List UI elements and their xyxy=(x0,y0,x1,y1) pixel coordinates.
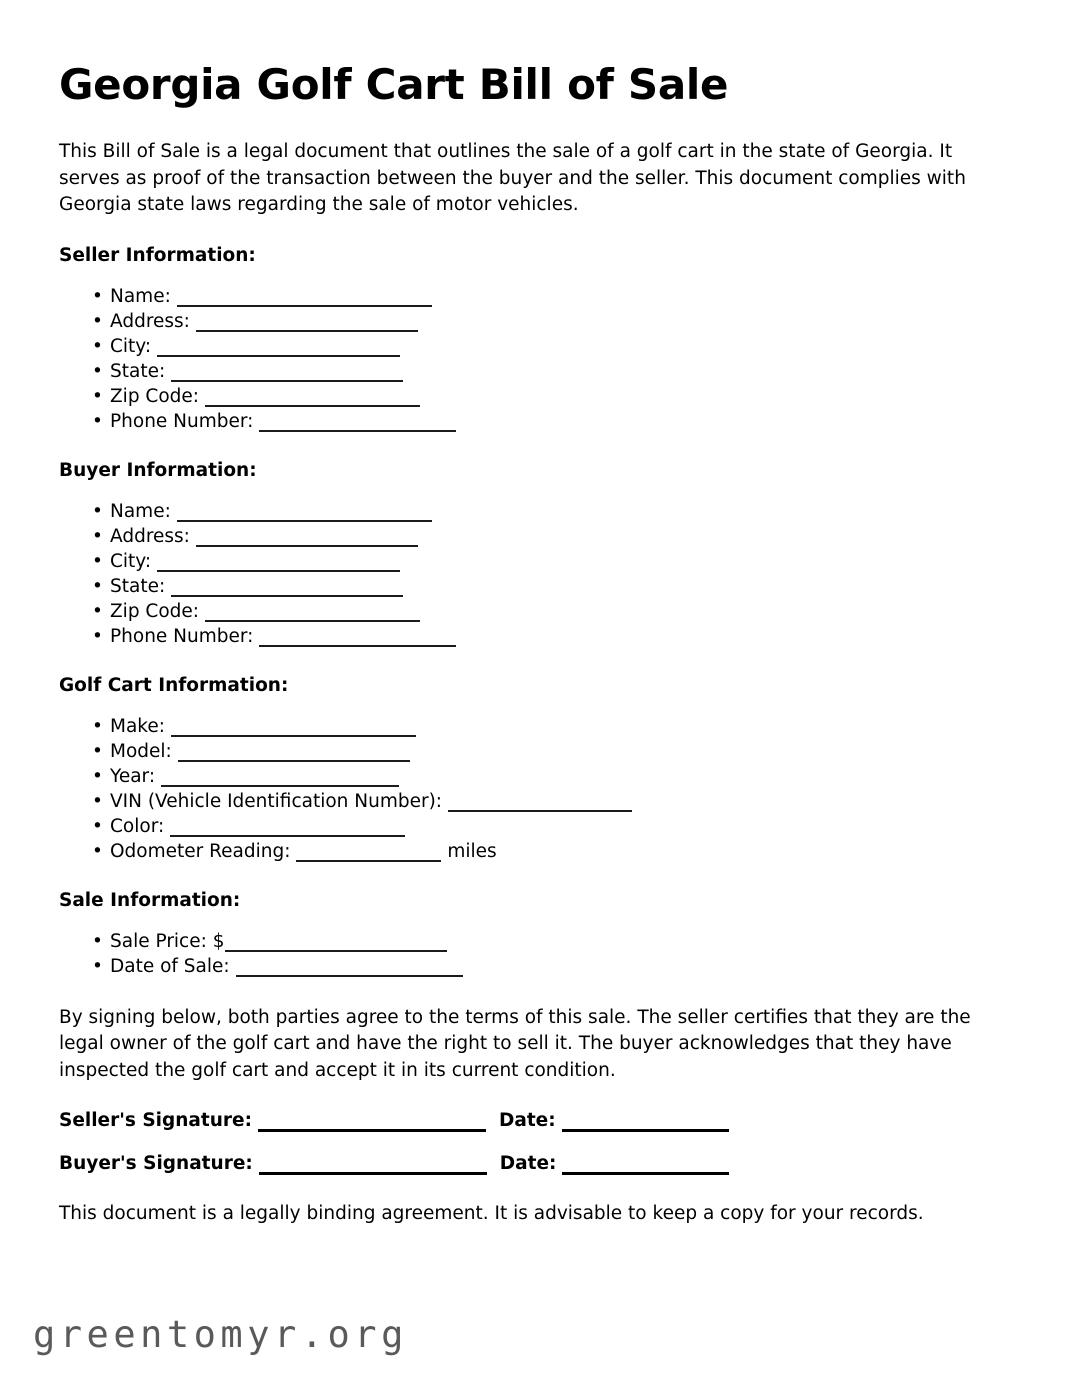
field-label: Zip Code: xyxy=(110,600,200,622)
field-row xyxy=(59,499,1017,524)
golf-cart-field-list xyxy=(59,714,1017,864)
signature-block xyxy=(59,1110,1017,1175)
field-blank-line[interactable] xyxy=(259,645,456,647)
field-row xyxy=(59,359,1017,384)
field-blank-line[interactable] xyxy=(161,785,399,787)
agreement-paragraph: By signing below, both parties agree to the terms of this sale. The seller certifies that they are the legal owner of the golf cart and have the right to sell it. The buyer acknowledges that they have inspected the golf cart and accept it in its current condition. xyxy=(59,1006,971,1081)
bullet-icon: • xyxy=(92,790,103,812)
field-suffix: miles xyxy=(441,840,497,862)
field-row xyxy=(59,839,1017,864)
intro-paragraph: This Bill of Sale is a legal document that outlines the sale of a golf cart in the state of Georgia. It serves as proof of the transaction between the buyer and the seller. This document complies with Georgia state laws regarding the sale of motor vehicles. xyxy=(59,141,966,216)
field-label: Phone Number: xyxy=(110,625,254,647)
bullet-icon: • xyxy=(92,575,103,597)
field-row xyxy=(59,284,1017,309)
field-blank-line[interactable] xyxy=(196,545,418,547)
field-label: State: xyxy=(110,575,166,597)
document-body xyxy=(59,61,1017,1228)
sale-field-list xyxy=(59,929,1017,979)
field-blank-line[interactable] xyxy=(205,405,420,407)
bullet-icon: • xyxy=(92,625,103,647)
bullet-icon: • xyxy=(92,930,103,952)
date-blank-line[interactable] xyxy=(562,1172,729,1175)
field-row xyxy=(59,599,1017,624)
field-row xyxy=(59,954,1017,979)
field-label: Address: xyxy=(110,310,190,332)
field-label: Date of Sale: xyxy=(110,955,230,977)
page-title: Georgia Golf Cart Bill of Sale xyxy=(59,60,729,109)
field-blank-line[interactable] xyxy=(236,975,463,977)
field-blank-line[interactable] xyxy=(259,430,456,432)
field-label: Model: xyxy=(110,740,172,762)
field-row xyxy=(59,764,1017,789)
field-row xyxy=(59,739,1017,764)
field-blank-line[interactable] xyxy=(157,570,400,572)
sale-information-heading: Sale Information: xyxy=(59,889,241,911)
seller-information-heading: Seller Information: xyxy=(59,244,256,266)
field-blank-line[interactable] xyxy=(196,330,418,332)
signature-row xyxy=(59,1110,1017,1132)
field-label: Name: xyxy=(110,285,171,307)
field-blank-line[interactable] xyxy=(178,760,410,762)
field-blank-line[interactable] xyxy=(296,860,441,862)
date-blank-line[interactable] xyxy=(562,1129,729,1132)
field-label: Make: xyxy=(110,715,165,737)
bullet-icon: • xyxy=(92,310,103,332)
field-row xyxy=(59,789,1017,814)
bullet-icon: • xyxy=(92,600,103,622)
bullet-icon: • xyxy=(92,335,103,357)
site-watermark: greentomyr.org xyxy=(33,1313,408,1356)
field-row xyxy=(59,814,1017,839)
field-row xyxy=(59,309,1017,334)
field-blank-line[interactable] xyxy=(177,305,432,307)
golf-cart-information-heading: Golf Cart Information: xyxy=(59,674,289,696)
field-label: Address: xyxy=(110,525,190,547)
bullet-icon: • xyxy=(92,815,103,837)
field-row xyxy=(59,549,1017,574)
field-blank-line[interactable] xyxy=(448,810,632,812)
date-label: Date: xyxy=(499,1110,556,1132)
field-row xyxy=(59,409,1017,434)
bullet-icon: • xyxy=(92,500,103,522)
field-blank-line[interactable] xyxy=(205,620,420,622)
bullet-icon: • xyxy=(92,840,103,862)
buyer-field-list xyxy=(59,499,1017,649)
bullet-icon: • xyxy=(92,525,103,547)
field-blank-line[interactable] xyxy=(171,735,416,737)
bullet-icon: • xyxy=(92,410,103,432)
bullet-icon: • xyxy=(92,740,103,762)
field-label: Sale Price: $ xyxy=(110,930,225,952)
field-label: Name: xyxy=(110,500,171,522)
signature-label: Seller's Signature: xyxy=(59,1110,252,1132)
field-blank-line[interactable] xyxy=(171,595,403,597)
bullet-icon: • xyxy=(92,385,103,407)
field-row xyxy=(59,524,1017,549)
field-blank-line[interactable] xyxy=(170,835,405,837)
closing-paragraph: This document is a legally binding agreement. It is advisable to keep a copy for your records. xyxy=(59,1203,924,1225)
field-label: Odometer Reading: xyxy=(110,840,291,862)
field-row xyxy=(59,624,1017,649)
field-blank-line[interactable] xyxy=(157,355,400,357)
bullet-icon: • xyxy=(92,715,103,737)
field-label: Color: xyxy=(110,815,165,837)
field-label: State: xyxy=(110,360,166,382)
field-row xyxy=(59,714,1017,739)
field-row xyxy=(59,929,1017,954)
buyer-information-heading: Buyer Information: xyxy=(59,459,257,481)
field-blank-line[interactable] xyxy=(171,380,403,382)
field-label: Year: xyxy=(110,765,156,787)
bullet-icon: • xyxy=(92,550,103,572)
bullet-icon: • xyxy=(92,285,103,307)
field-label: City: xyxy=(110,335,152,357)
field-row xyxy=(59,384,1017,409)
seller-field-list xyxy=(59,284,1017,434)
field-label: VIN (Vehicle Identification Number): xyxy=(110,790,443,812)
signature-blank-line[interactable] xyxy=(258,1129,486,1132)
field-blank-line[interactable] xyxy=(225,950,447,952)
field-label: City: xyxy=(110,550,152,572)
bullet-icon: • xyxy=(92,360,103,382)
bullet-icon: • xyxy=(92,955,103,977)
bullet-icon: • xyxy=(92,765,103,787)
field-blank-line[interactable] xyxy=(177,520,432,522)
field-label: Zip Code: xyxy=(110,385,200,407)
signature-row xyxy=(59,1153,1017,1175)
field-row xyxy=(59,334,1017,359)
field-row xyxy=(59,574,1017,599)
signature-label: Buyer's Signature: xyxy=(59,1153,253,1175)
signature-blank-line[interactable] xyxy=(259,1172,487,1175)
field-label: Phone Number: xyxy=(110,410,254,432)
date-label: Date: xyxy=(499,1153,557,1175)
